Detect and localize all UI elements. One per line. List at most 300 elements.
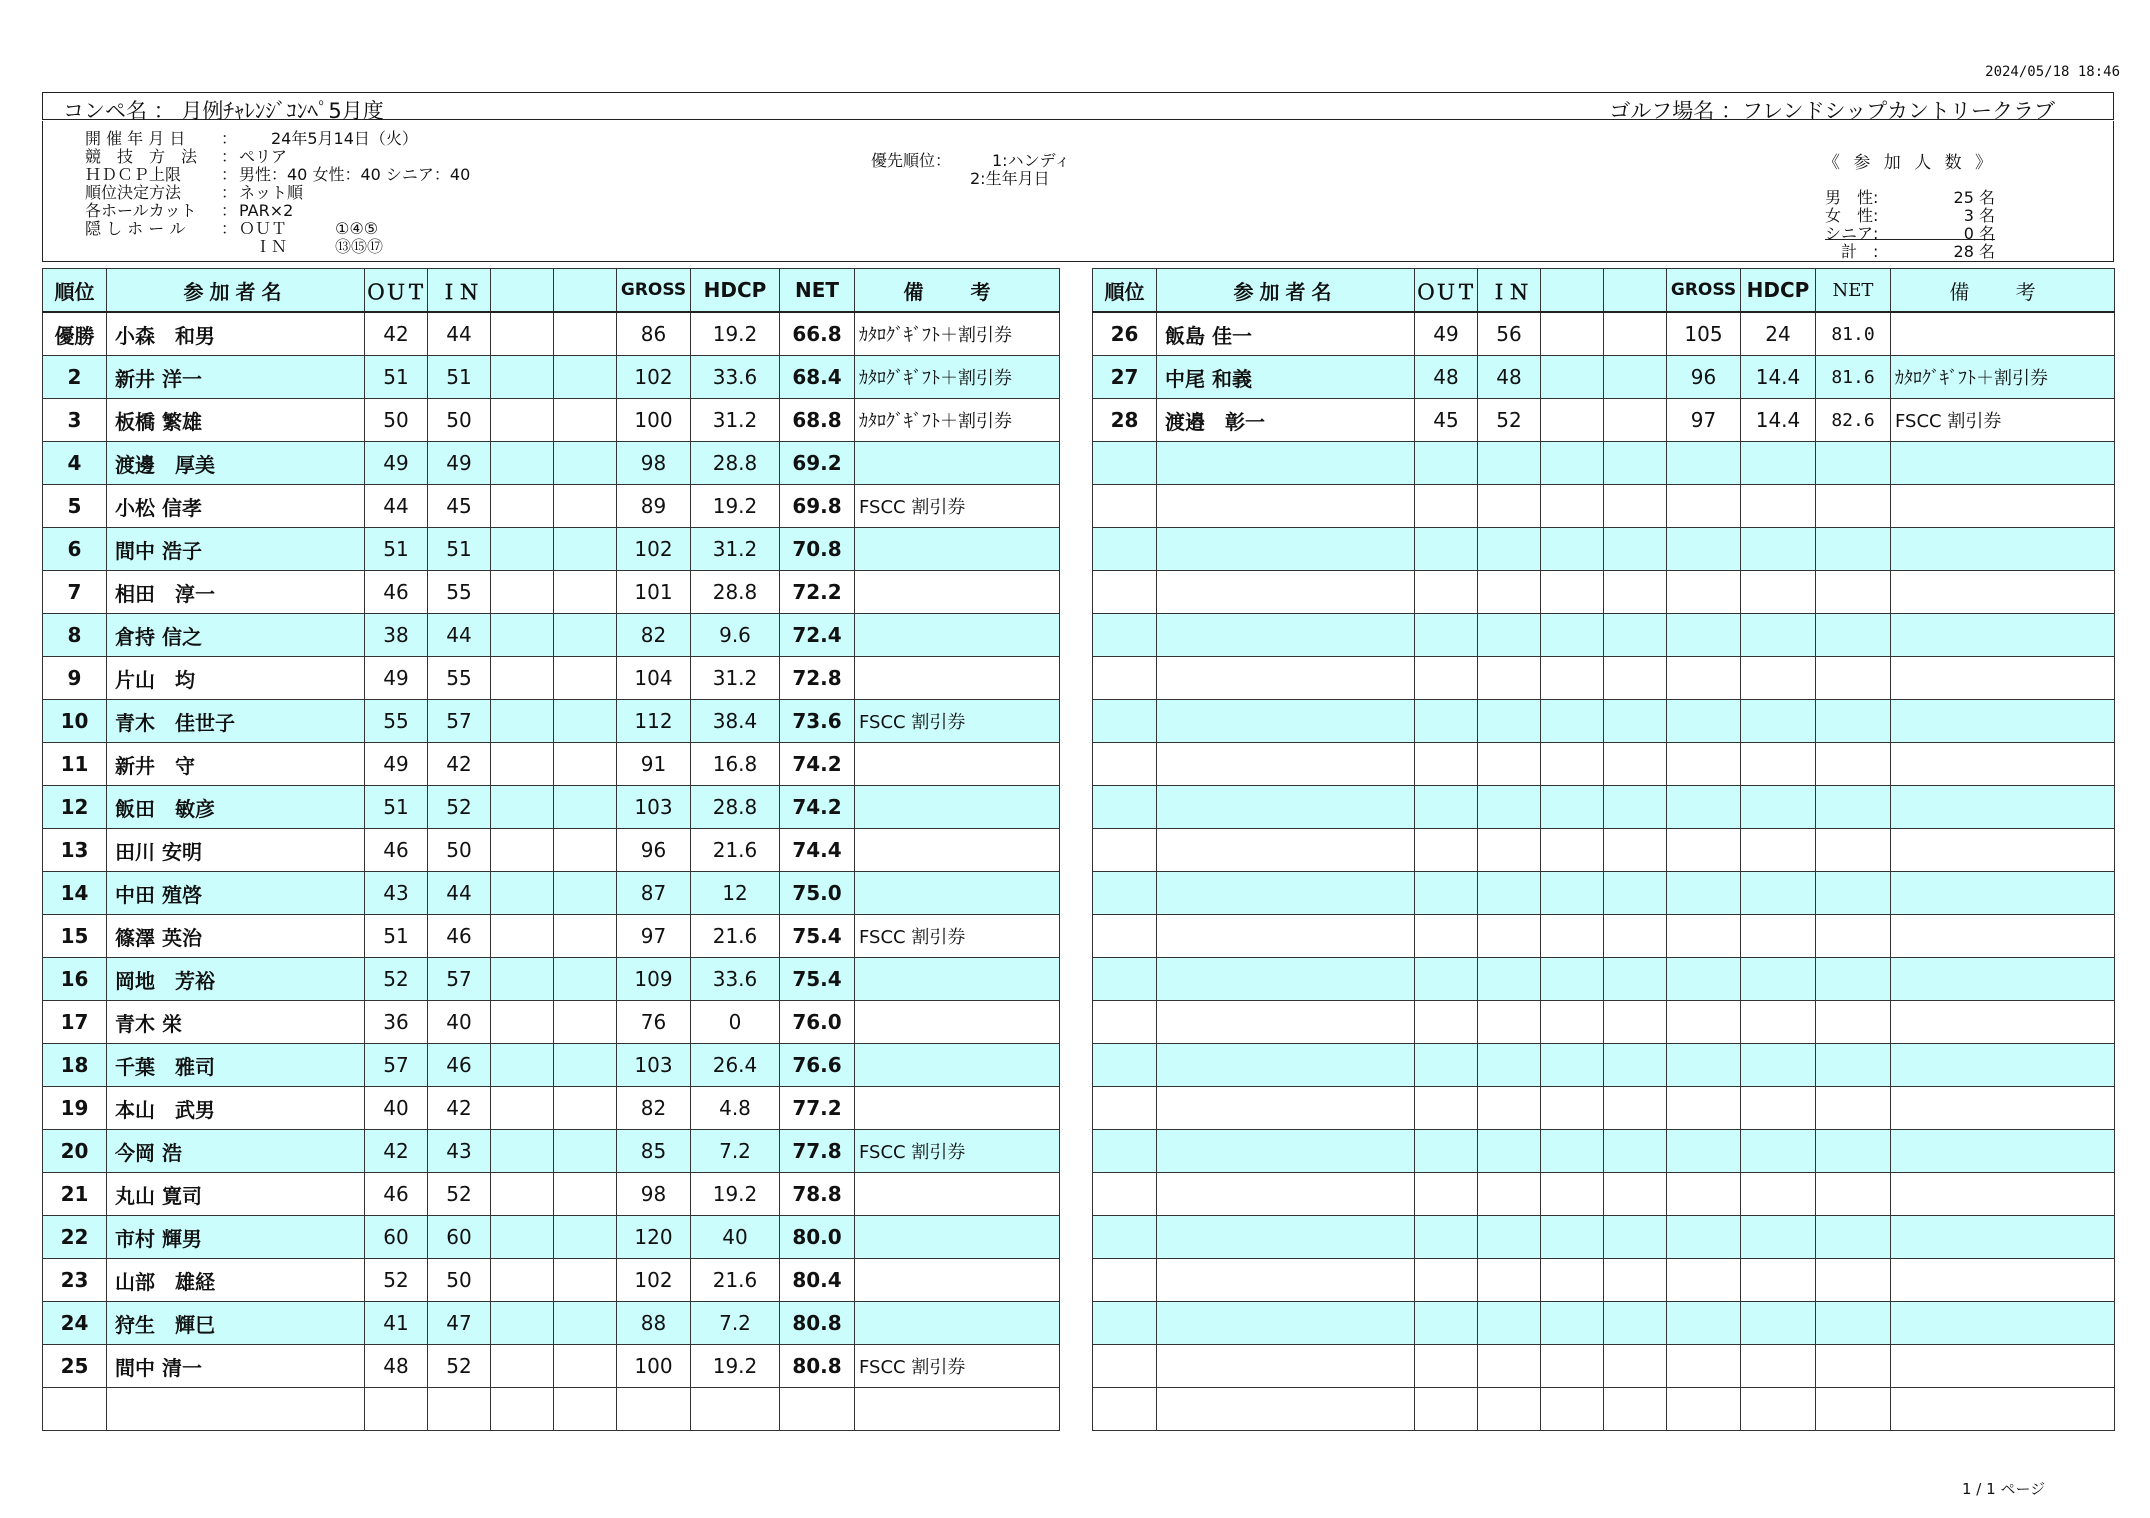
cell-out: 49 <box>365 743 428 786</box>
cell-in: 44 <box>428 872 491 915</box>
cell-hdcp: 40 <box>691 1216 780 1259</box>
cell-blank <box>1541 1302 1604 1345</box>
table-row <box>1093 786 2115 829</box>
cell-blank <box>1541 1130 1604 1173</box>
cell-hdcp <box>1741 571 1816 614</box>
course-title: ゴルフ場名 ：フレンドシップカントリークラブ <box>1609 99 2055 123</box>
cell-out: 49 <box>1415 312 1478 356</box>
table-row <box>43 1216 1060 1259</box>
cell-net <box>1816 743 1891 786</box>
cell-net: 80.8 <box>780 1302 855 1345</box>
cell-in: 42 <box>428 743 491 786</box>
cell-net: 68.4 <box>780 356 855 399</box>
table-row <box>43 399 1060 442</box>
cell-gross: 100 <box>617 1345 691 1388</box>
table-row <box>1093 1259 2115 1302</box>
cell-blank <box>1604 1388 1667 1431</box>
cell-blank <box>491 1001 554 1044</box>
cell-blank <box>554 442 617 485</box>
cell-note <box>1891 1388 2115 1431</box>
cell-rank <box>1093 958 1157 1001</box>
cell-out: 45 <box>1415 399 1478 442</box>
cell-blank <box>491 1173 554 1216</box>
cell-rank <box>1093 786 1157 829</box>
cell-blank <box>491 1345 554 1388</box>
cell-blank <box>554 312 617 356</box>
cell-blank <box>1541 1216 1604 1259</box>
cell-note <box>1891 1216 2115 1259</box>
cell-net: 78.8 <box>780 1173 855 1216</box>
cell-gross <box>1667 485 1741 528</box>
cell-rank <box>1093 1130 1157 1173</box>
cell-out: 52 <box>365 1259 428 1302</box>
cell-blank <box>1541 442 1604 485</box>
cell-name <box>1157 958 1415 1001</box>
cell-out: 52 <box>365 958 428 1001</box>
cell-blank <box>1604 356 1667 399</box>
cell-blank <box>554 1173 617 1216</box>
cell-note <box>855 958 1060 1001</box>
cell-blank <box>554 915 617 958</box>
cell-note <box>1891 1001 2115 1044</box>
cell-net <box>1816 657 1891 700</box>
cell-rank <box>1093 571 1157 614</box>
cell-in: 50 <box>428 1259 491 1302</box>
cell-hdcp: 14.4 <box>1741 399 1816 442</box>
cell-blank <box>491 743 554 786</box>
cell-gross <box>1667 1044 1741 1087</box>
cell-hdcp: 19.2 <box>691 1345 780 1388</box>
table-row <box>1093 1173 2115 1216</box>
cell-blank <box>1541 657 1604 700</box>
cell-rank: 27 <box>1093 356 1157 399</box>
cell-gross: 102 <box>617 356 691 399</box>
cell-rank <box>1093 485 1157 528</box>
cell-name: 中尾 和義 <box>1157 356 1415 399</box>
cell-note <box>1891 312 2115 356</box>
cell-out <box>1415 872 1478 915</box>
cell-blank <box>1541 312 1604 356</box>
cell-note <box>1891 528 2115 571</box>
cell-blank <box>554 1345 617 1388</box>
table-row <box>1093 1216 2115 1259</box>
cell-gross: 87 <box>617 872 691 915</box>
table-header-row <box>1093 269 2115 313</box>
info-key: 順位決定方法 <box>85 183 182 202</box>
cell-blank <box>1604 614 1667 657</box>
cell-note <box>1891 829 2115 872</box>
cell-in: 44 <box>428 312 491 356</box>
table-row <box>1093 958 2115 1001</box>
cell-gross <box>1667 700 1741 743</box>
cell-name: 新井 洋一 <box>107 356 365 399</box>
cell-out: 57 <box>365 1044 428 1087</box>
cell-rank: 28 <box>1093 399 1157 442</box>
cell-blank <box>491 1388 554 1431</box>
cell-name <box>1157 657 1415 700</box>
cell-blank <box>1604 657 1667 700</box>
cell-net <box>1816 786 1891 829</box>
table-row <box>43 657 1060 700</box>
cell-out <box>1415 614 1478 657</box>
cell-blank <box>491 786 554 829</box>
cell-in: 60 <box>428 1216 491 1259</box>
col-hdcp: HDCP <box>1741 269 1816 313</box>
cell-in: 52 <box>428 1345 491 1388</box>
cell-net: 77.2 <box>780 1087 855 1130</box>
cell-out: 40 <box>365 1087 428 1130</box>
participant-value: 3 名 <box>1963 206 1995 225</box>
cell-in: 44 <box>428 614 491 657</box>
cell-in <box>1478 528 1541 571</box>
cell-in: 51 <box>428 528 491 571</box>
cell-note <box>855 1388 1060 1431</box>
cell-out: 51 <box>365 915 428 958</box>
cell-out: 51 <box>365 356 428 399</box>
cell-gross: 91 <box>617 743 691 786</box>
cell-rank: 25 <box>43 1345 107 1388</box>
col-in: ＩＮ <box>1478 269 1541 313</box>
cell-gross <box>1667 1259 1741 1302</box>
cell-gross <box>1667 829 1741 872</box>
cell-gross <box>1667 1173 1741 1216</box>
cell-gross <box>1667 1216 1741 1259</box>
cell-rank <box>1093 614 1157 657</box>
cell-net: 72.8 <box>780 657 855 700</box>
table-row <box>43 1087 1060 1130</box>
cell-net <box>1816 1087 1891 1130</box>
cell-hdcp: 7.2 <box>691 1302 780 1345</box>
cell-name: 今岡 浩 <box>107 1130 365 1173</box>
cell-out <box>1415 1044 1478 1087</box>
cell-net: 68.8 <box>780 399 855 442</box>
cell-net <box>1816 571 1891 614</box>
cell-name <box>1157 1388 1415 1431</box>
cell-in <box>1478 915 1541 958</box>
cell-note <box>1891 786 2115 829</box>
cell-in: 55 <box>428 657 491 700</box>
cell-in: 46 <box>428 915 491 958</box>
cell-gross: 96 <box>1667 356 1741 399</box>
cell-name <box>1157 571 1415 614</box>
cell-in <box>1478 1044 1541 1087</box>
cell-hdcp <box>1741 1388 1816 1431</box>
cell-out: 42 <box>365 312 428 356</box>
participant-value: 25 名 <box>1953 188 1995 207</box>
cell-blank <box>491 1259 554 1302</box>
cell-blank <box>1541 614 1604 657</box>
participant-label: シニア: <box>1825 224 1879 243</box>
table-row <box>1093 657 2115 700</box>
cell-blank <box>1541 1087 1604 1130</box>
col-name: 参加者名 <box>1157 269 1415 313</box>
cell-blank <box>554 485 617 528</box>
cell-blank <box>554 571 617 614</box>
cell-net <box>1816 1044 1891 1087</box>
cell-name <box>1157 1302 1415 1345</box>
cell-blank <box>491 1302 554 1345</box>
cell-blank <box>1541 700 1604 743</box>
cell-hdcp <box>1741 958 1816 1001</box>
table-row <box>1093 872 2115 915</box>
info-value: ネット順 <box>239 183 304 202</box>
cell-name: 狩生 輝巳 <box>107 1302 365 1345</box>
cell-note <box>855 743 1060 786</box>
cell-hdcp: 33.6 <box>691 356 780 399</box>
cell-gross: 98 <box>617 1173 691 1216</box>
cell-rank: 17 <box>43 1001 107 1044</box>
table-row <box>43 485 1060 528</box>
table-row <box>43 700 1060 743</box>
cell-blank <box>491 958 554 1001</box>
cell-name: 山部 雄経 <box>107 1259 365 1302</box>
cell-name <box>1157 1044 1415 1087</box>
table-row <box>1093 614 2115 657</box>
cell-hdcp: 28.8 <box>691 786 780 829</box>
cell-net: 82.6 <box>1816 399 1891 442</box>
cell-name: 渡邉 彰一 <box>1157 399 1415 442</box>
print-timestamp: 2024/05/18 18:46 <box>1985 64 2120 80</box>
table-row <box>43 786 1060 829</box>
cell-name <box>1157 1087 1415 1130</box>
cell-net <box>1816 485 1891 528</box>
cell-name: 新井 守 <box>107 743 365 786</box>
cell-in <box>428 1388 491 1431</box>
cell-net: 76.6 <box>780 1044 855 1087</box>
participant-count-row <box>1825 221 1995 243</box>
info-value: ペリア <box>239 147 288 166</box>
cell-out <box>1415 528 1478 571</box>
cell-rank: 13 <box>43 829 107 872</box>
table-row <box>1093 1302 2115 1345</box>
cell-gross <box>617 1388 691 1431</box>
cell-out <box>1415 1345 1478 1388</box>
cell-blank <box>1541 743 1604 786</box>
cell-out: 36 <box>365 1001 428 1044</box>
cell-blank <box>1541 571 1604 614</box>
cell-net: 74.4 <box>780 829 855 872</box>
cell-name <box>1157 872 1415 915</box>
col-net: NET <box>1816 269 1891 313</box>
cell-net: 70.8 <box>780 528 855 571</box>
info-key: 各ホールカット <box>85 201 197 220</box>
cell-note: FSCC 割引券 <box>855 700 1060 743</box>
cell-gross: 85 <box>617 1130 691 1173</box>
competition-title: コンペ名 ： 月例ﾁｬﾚﾝｼﾞｺﾝﾍﾟ5月度 <box>63 99 384 123</box>
cell-name: 飯島 佳一 <box>1157 312 1415 356</box>
cell-out: 55 <box>365 700 428 743</box>
cell-blank <box>554 399 617 442</box>
cell-rank <box>1093 1302 1157 1345</box>
cell-hdcp: 31.2 <box>691 528 780 571</box>
results-table-right <box>1092 268 2115 1431</box>
cell-name: 小森 和男 <box>107 312 365 356</box>
cell-net: 75.4 <box>780 958 855 1001</box>
cell-hdcp: 21.6 <box>691 1259 780 1302</box>
cell-net: 77.8 <box>780 1130 855 1173</box>
cell-gross <box>1667 786 1741 829</box>
cell-hdcp: 19.2 <box>691 312 780 356</box>
cell-net <box>1816 1388 1891 1431</box>
cell-rank <box>1093 1087 1157 1130</box>
cell-name <box>1157 743 1415 786</box>
cell-gross: 88 <box>617 1302 691 1345</box>
cell-rank: 14 <box>43 872 107 915</box>
cell-in: 52 <box>428 1173 491 1216</box>
cell-gross: 109 <box>617 958 691 1001</box>
cell-net <box>1816 1130 1891 1173</box>
cell-note: FSCC 割引券 <box>855 485 1060 528</box>
cell-name: 飯田 敏彦 <box>107 786 365 829</box>
cell-blank <box>554 356 617 399</box>
cell-out: 51 <box>365 786 428 829</box>
info-panel <box>42 121 2114 262</box>
cell-blank <box>491 872 554 915</box>
cell-in <box>1478 700 1541 743</box>
cell-gross <box>1667 958 1741 1001</box>
title-bar <box>42 92 2114 123</box>
cell-in <box>1478 786 1541 829</box>
participant-value: 0 名 <box>1963 224 1995 243</box>
table-row <box>43 528 1060 571</box>
info-key: ＨＤＣＰ上限 <box>85 165 182 184</box>
cell-blank <box>554 829 617 872</box>
table-row <box>1093 1087 2115 1130</box>
cell-blank <box>1541 915 1604 958</box>
cell-rank: 2 <box>43 356 107 399</box>
cell-blank <box>1604 399 1667 442</box>
cell-note: ｶﾀﾛｸﾞｷﾞﾌﾄ＋割引券 <box>855 312 1060 356</box>
cell-blank <box>1541 829 1604 872</box>
col-hdcp: HDCP <box>691 269 780 313</box>
cell-out: 46 <box>365 829 428 872</box>
cell-in <box>1478 1259 1541 1302</box>
cell-out: 41 <box>365 1302 428 1345</box>
cell-out: 38 <box>365 614 428 657</box>
cell-blank <box>1541 1388 1604 1431</box>
cell-blank <box>554 700 617 743</box>
cell-rank: 23 <box>43 1259 107 1302</box>
cell-in <box>1478 1001 1541 1044</box>
cell-in <box>1478 485 1541 528</box>
cell-name: 間中 清一 <box>107 1345 365 1388</box>
cell-name: 市村 輝男 <box>107 1216 365 1259</box>
cell-rank: 18 <box>43 1044 107 1087</box>
cell-net <box>1816 1173 1891 1216</box>
col-note: 備 考 <box>1891 269 2115 313</box>
cell-out <box>1415 1302 1478 1345</box>
cell-name <box>1157 700 1415 743</box>
cell-out <box>1415 1173 1478 1216</box>
cell-name: 間中 浩子 <box>107 528 365 571</box>
cell-out <box>1415 1130 1478 1173</box>
cell-blank <box>1604 571 1667 614</box>
cell-blank <box>1541 356 1604 399</box>
cell-note <box>1891 1044 2115 1087</box>
cell-out: 44 <box>365 485 428 528</box>
cell-blank <box>1604 442 1667 485</box>
cell-rank: 16 <box>43 958 107 1001</box>
participant-count-row <box>1825 239 1995 261</box>
cell-rank: 19 <box>43 1087 107 1130</box>
cell-blank <box>554 528 617 571</box>
cell-name <box>1157 442 1415 485</box>
cell-net: 66.8 <box>780 312 855 356</box>
table-row <box>1093 442 2115 485</box>
cell-name: 岡地 芳裕 <box>107 958 365 1001</box>
cell-hdcp <box>1741 700 1816 743</box>
cell-note <box>1891 958 2115 1001</box>
cell-name: 千葉 雅司 <box>107 1044 365 1087</box>
cell-out <box>1415 1388 1478 1431</box>
cell-name: 丸山 寛司 <box>107 1173 365 1216</box>
cell-hdcp <box>1741 829 1816 872</box>
cell-in: 42 <box>428 1087 491 1130</box>
cell-rank: 26 <box>1093 312 1157 356</box>
cell-name <box>107 1388 365 1431</box>
cell-gross: 82 <box>617 1087 691 1130</box>
col-blank-2 <box>554 269 617 313</box>
table-row <box>1093 1388 2115 1431</box>
cell-gross <box>1667 442 1741 485</box>
cell-hdcp: 28.8 <box>691 442 780 485</box>
priority-second: 2:生年月日 <box>970 169 1050 188</box>
table-row <box>43 312 1060 356</box>
cell-name: 渡邊 厚美 <box>107 442 365 485</box>
cell-net: 74.2 <box>780 743 855 786</box>
cell-out: 46 <box>365 571 428 614</box>
cell-in <box>1478 571 1541 614</box>
table-row <box>43 442 1060 485</box>
cell-hdcp <box>1741 1173 1816 1216</box>
cell-in: 40 <box>428 1001 491 1044</box>
cell-name: 倉持 信之 <box>107 614 365 657</box>
cell-name: 田川 安明 <box>107 829 365 872</box>
cell-blank <box>1604 700 1667 743</box>
cell-note: FSCC 割引券 <box>855 1345 1060 1388</box>
cell-in: 52 <box>428 786 491 829</box>
cell-note <box>1891 657 2115 700</box>
cell-gross: 100 <box>617 399 691 442</box>
cell-rank <box>1093 1388 1157 1431</box>
cell-in <box>1478 1345 1541 1388</box>
cell-out: 43 <box>365 872 428 915</box>
cell-in: 43 <box>428 1130 491 1173</box>
cell-hdcp <box>1741 1001 1816 1044</box>
cell-in <box>1478 442 1541 485</box>
cell-blank <box>491 1130 554 1173</box>
cell-net <box>1816 1345 1891 1388</box>
cell-blank <box>1604 1259 1667 1302</box>
cell-net <box>1816 700 1891 743</box>
cell-rank <box>1093 1173 1157 1216</box>
cell-gross: 97 <box>617 915 691 958</box>
cell-gross: 104 <box>617 657 691 700</box>
cell-hdcp <box>1741 1130 1816 1173</box>
cell-hdcp: 38.4 <box>691 700 780 743</box>
cell-blank <box>491 571 554 614</box>
cell-rank: 24 <box>43 1302 107 1345</box>
cell-net: 80.4 <box>780 1259 855 1302</box>
cell-net: 75.0 <box>780 872 855 915</box>
table-row <box>1093 829 2115 872</box>
cell-blank <box>1541 485 1604 528</box>
info-colon: ： <box>221 129 238 148</box>
cell-blank <box>554 1259 617 1302</box>
cell-rank <box>43 1388 107 1431</box>
cell-name <box>1157 829 1415 872</box>
cell-net: 80.8 <box>780 1345 855 1388</box>
